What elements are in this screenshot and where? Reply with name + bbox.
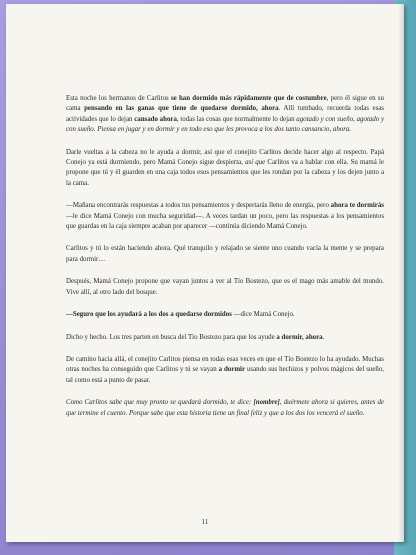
- page-number: 11: [201, 518, 209, 526]
- paragraph-7: Dicho y hecho. Los tres parten en busca del Tío Bostezo para que los ayude a dormir, ahora.: [66, 333, 325, 341]
- paragraph-3: —Mañana encontrarás respuestas a todos tus pensamientos y despertarás lleno de energía, pero ahora te dormirás —le dice Mamá Conejo con mucha seguridad—. A veces tardan un poco, pero las respuestas a los pensamientos que guardas en la caja siempre acaban por aparecer —continúa diciendo Mamá Conejo.: [66, 202, 384, 231]
- book-page: [6, 4, 404, 542]
- paragraph-5: Después, Mamá Conejo propone que vayan juntos a ver al Tío Bostezo, que es el mago más amable del mundo. Vive allí, al otro lado del bosque.: [66, 278, 384, 296]
- paragraph-9: Como Carlitos sabe que muy pronto se quedará dormido, te dice: [nombre], duérmete ahora si quieres, antes de que termine el cuento. Porque sabe que esta historia tiene un final feliz y que a los dos los vencerá el sueño.: [66, 399, 384, 417]
- paragraph-2: Darle vueltas a la cabeza no le ayuda a dormir, así que el conejito Carlitos decide hacer algo al respecto. Papá Conejo ya está durmiendo, pero Mamá Conejo sigue despierta, así que Carlitos va a hablar con ella. Su mamá le propone que tú y él guarden en una caja todos esos pensamientos que les rondan por la cabeza y los dejen junto a la cama.: [66, 148, 384, 187]
- page-text: [66, 94, 384, 431]
- paragraph-1: Esta noche los hermanos de Carlitos se han dormido más rápidamente que de costumbre, pero él sigue en su cama pensando en las ganas que tiene de quedarse dormido, ahora. Allí tumbado, recuerda todas esas actividades que lo dejan cansado ahora, todas las cosas que normalmente lo dejan agotado y con sueño, agotado y con sueño. Piensa en jugar y en dormir y en todo eso que les provoca a los dos tanto cansancio, ahora.: [66, 95, 384, 134]
- paragraph-4: Carlitos y tú lo están haciendo ahora. Qué tranquilo y relajado se siente uno cuando vacía la mente y se prepara para dormir…: [66, 245, 384, 263]
- paragraph-6: —Seguro que los ayudará a los dos a quedarse dormidos —dice Mamá Conejo.: [66, 311, 295, 319]
- paragraph-8: De camino hacia allá, el conejito Carlitos piensa en todas esas veces en que el Tío Bostezo lo ha ayudado. Muchas otras noches ha conseguido que Carlitos y tú se vayan a dormir usando sus hechizos y polvos mágicos del sueño, tal como está a punto de pasar.: [66, 355, 384, 384]
